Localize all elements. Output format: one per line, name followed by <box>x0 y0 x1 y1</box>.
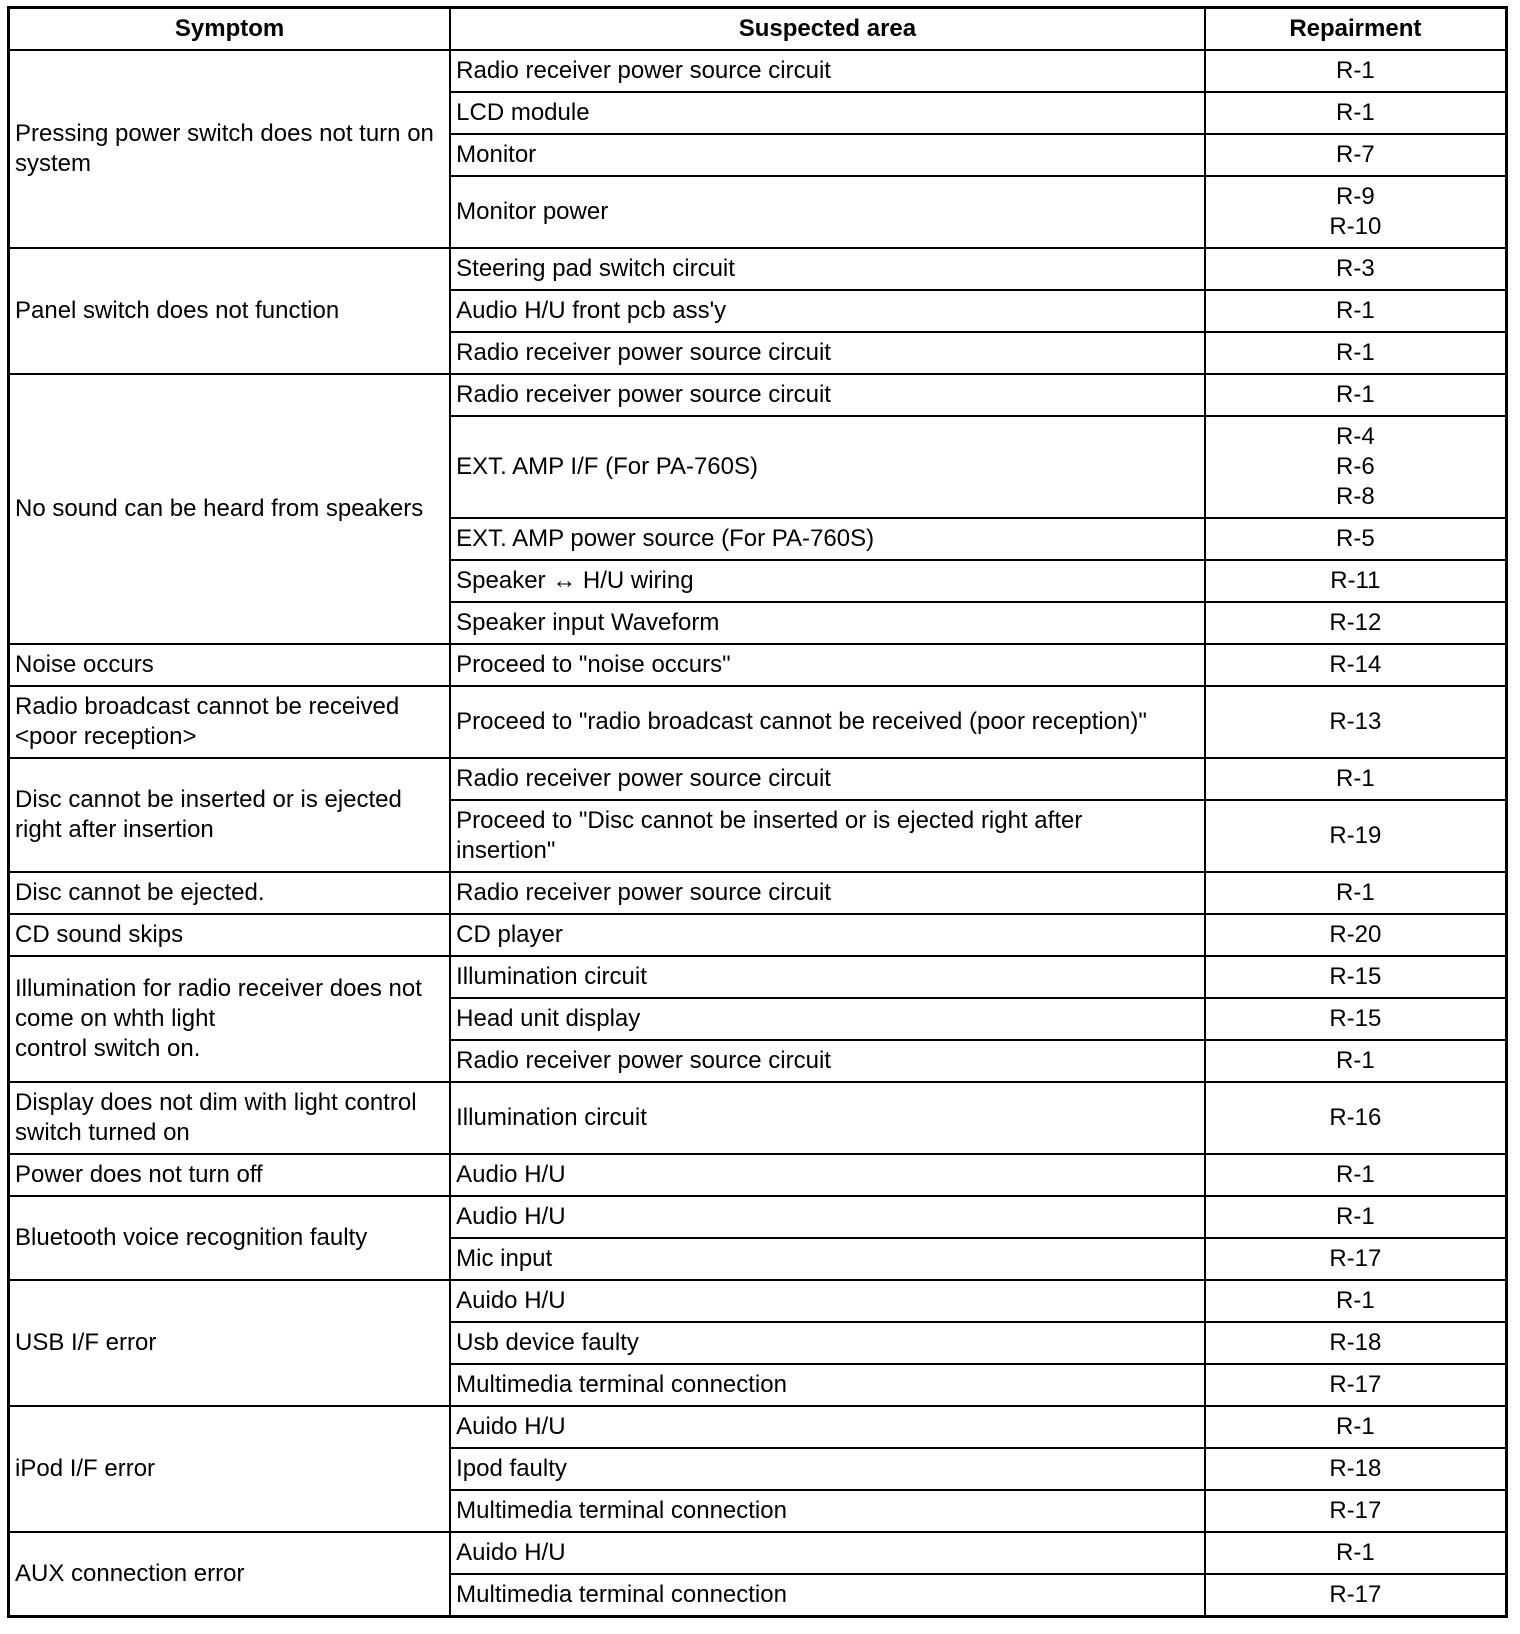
table-body <box>9 50 1507 1617</box>
table-row <box>9 1406 1507 1448</box>
symptom-cell: Bluetooth voice recognition faulty <box>9 1196 451 1280</box>
suspected-area-cell: LCD module <box>450 92 1205 134</box>
repairment-cell: R-19 <box>1205 800 1507 872</box>
repairment-cell: R-1 <box>1205 332 1507 374</box>
repairment-cell: R-20 <box>1205 914 1507 956</box>
suspected-area-cell: Monitor <box>450 134 1205 176</box>
table-row <box>9 758 1507 800</box>
header-repairment: Repairment <box>1205 8 1507 51</box>
suspected-area-cell: EXT. AMP power source (For PA-760S) <box>450 518 1205 560</box>
suspected-area-cell: Radio receiver power source circuit <box>450 374 1205 416</box>
symptom-cell: Illumination for radio receiver does not come on whth light control switch on. <box>9 956 451 1082</box>
symptom-cell: Disc cannot be inserted or is ejected right after insertion <box>9 758 451 872</box>
suspected-area-cell: Auido H/U <box>450 1532 1205 1574</box>
suspected-area-cell: Illumination circuit <box>450 956 1205 998</box>
suspected-area-cell: Proceed to "radio broadcast cannot be received (poor reception)" <box>450 686 1205 758</box>
header-symptom: Symptom <box>9 8 451 51</box>
table-header <box>9 8 1507 51</box>
repairment-cell: R-1 <box>1205 758 1507 800</box>
table-row <box>9 872 1507 914</box>
suspected-area-cell: Multimedia terminal connection <box>450 1364 1205 1406</box>
symptom-cell: Display does not dim with light control switch turned on <box>9 1082 451 1154</box>
repairment-cell: R-15 <box>1205 998 1507 1040</box>
table-row <box>9 1196 1507 1238</box>
repairment-cell: R-1 <box>1205 1040 1507 1082</box>
repairment-cell: R-14 <box>1205 644 1507 686</box>
symptom-cell: Noise occurs <box>9 644 451 686</box>
suspected-area-cell: CD player <box>450 914 1205 956</box>
suspected-area-cell: Speaker ↔ H/U wiring <box>450 560 1205 602</box>
header-row <box>9 8 1507 51</box>
table-row <box>9 248 1507 290</box>
repairment-cell: R-12 <box>1205 602 1507 644</box>
repairment-cell: R-1 <box>1205 50 1507 92</box>
repairment-cell: R-3 <box>1205 248 1507 290</box>
suspected-area-cell: Radio receiver power source circuit <box>450 1040 1205 1082</box>
suspected-area-cell: Multimedia terminal connection <box>450 1490 1205 1532</box>
suspected-area-cell: Radio receiver power source circuit <box>450 332 1205 374</box>
suspected-area-cell: Proceed to "noise occurs" <box>450 644 1205 686</box>
table-row <box>9 1532 1507 1574</box>
suspected-area-cell: Mic input <box>450 1238 1205 1280</box>
repairment-cell: R-18 <box>1205 1322 1507 1364</box>
diagnosis-table <box>7 6 1508 1618</box>
suspected-area-cell: Audio H/U <box>450 1196 1205 1238</box>
suspected-area-cell: Auido H/U <box>450 1406 1205 1448</box>
symptom-cell: No sound can be heard from speakers <box>9 374 451 644</box>
suspected-area-cell: Auido H/U <box>450 1280 1205 1322</box>
suspected-area-cell: Illumination circuit <box>450 1082 1205 1154</box>
repairment-cell: R-11 <box>1205 560 1507 602</box>
repairment-cell: R-9 R-10 <box>1205 176 1507 248</box>
suspected-area-cell: Ipod faulty <box>450 1448 1205 1490</box>
suspected-area-cell: Steering pad switch circuit <box>450 248 1205 290</box>
suspected-area-cell: Multimedia terminal connection <box>450 1574 1205 1617</box>
table-row <box>9 956 1507 998</box>
repairment-cell: R-1 <box>1205 872 1507 914</box>
repairment-cell: R-17 <box>1205 1574 1507 1617</box>
suspected-area-cell: Radio receiver power source circuit <box>450 50 1205 92</box>
suspected-area-cell: Radio receiver power source circuit <box>450 872 1205 914</box>
table-row <box>9 644 1507 686</box>
symptom-cell: Pressing power switch does not turn on system <box>9 50 451 248</box>
suspected-area-cell: Audio H/U front pcb ass'y <box>450 290 1205 332</box>
repairment-cell: R-15 <box>1205 956 1507 998</box>
suspected-area-cell: Speaker input Waveform <box>450 602 1205 644</box>
repairment-cell: R-5 <box>1205 518 1507 560</box>
repairment-cell: R-18 <box>1205 1448 1507 1490</box>
repairment-cell: R-1 <box>1205 1196 1507 1238</box>
repairment-cell: R-17 <box>1205 1238 1507 1280</box>
suspected-area-cell: Proceed to "Disc cannot be inserted or is ejected right after insertion" <box>450 800 1205 872</box>
repairment-cell: R-1 <box>1205 92 1507 134</box>
repairment-cell: R-1 <box>1205 1154 1507 1196</box>
table-row <box>9 1154 1507 1196</box>
table-row <box>9 686 1507 758</box>
symptom-cell: iPod I/F error <box>9 1406 451 1532</box>
repairment-cell: R-1 <box>1205 290 1507 332</box>
repairment-cell: R-16 <box>1205 1082 1507 1154</box>
symptom-cell: Panel switch does not function <box>9 248 451 374</box>
repairment-cell: R-4 R-6 R-8 <box>1205 416 1507 518</box>
repairment-cell: R-17 <box>1205 1490 1507 1532</box>
symptom-cell: CD sound skips <box>9 914 451 956</box>
suspected-area-cell: Monitor power <box>450 176 1205 248</box>
repairment-cell: R-13 <box>1205 686 1507 758</box>
repairment-cell: R-1 <box>1205 1532 1507 1574</box>
repairment-cell: R-7 <box>1205 134 1507 176</box>
suspected-area-cell: Audio H/U <box>450 1154 1205 1196</box>
suspected-area-cell: EXT. AMP I/F (For PA-760S) <box>450 416 1205 518</box>
table-row <box>9 1082 1507 1154</box>
table-row <box>9 374 1507 416</box>
table-row <box>9 50 1507 92</box>
repairment-cell: R-1 <box>1205 1280 1507 1322</box>
repairment-cell: R-1 <box>1205 374 1507 416</box>
table-row <box>9 914 1507 956</box>
header-suspected-area: Suspected area <box>450 8 1205 51</box>
symptom-cell: Disc cannot be ejected. <box>9 872 451 914</box>
symptom-cell: Power does not turn off <box>9 1154 451 1196</box>
repairment-cell: R-1 <box>1205 1406 1507 1448</box>
suspected-area-cell: Radio receiver power source circuit <box>450 758 1205 800</box>
suspected-area-cell: Head unit display <box>450 998 1205 1040</box>
symptom-cell: USB I/F error <box>9 1280 451 1406</box>
symptom-cell: AUX connection error <box>9 1532 451 1617</box>
table-row <box>9 1280 1507 1322</box>
suspected-area-cell: Usb device faulty <box>450 1322 1205 1364</box>
repairment-cell: R-17 <box>1205 1364 1507 1406</box>
symptom-cell: Radio broadcast cannot be received <poor reception> <box>9 686 451 758</box>
